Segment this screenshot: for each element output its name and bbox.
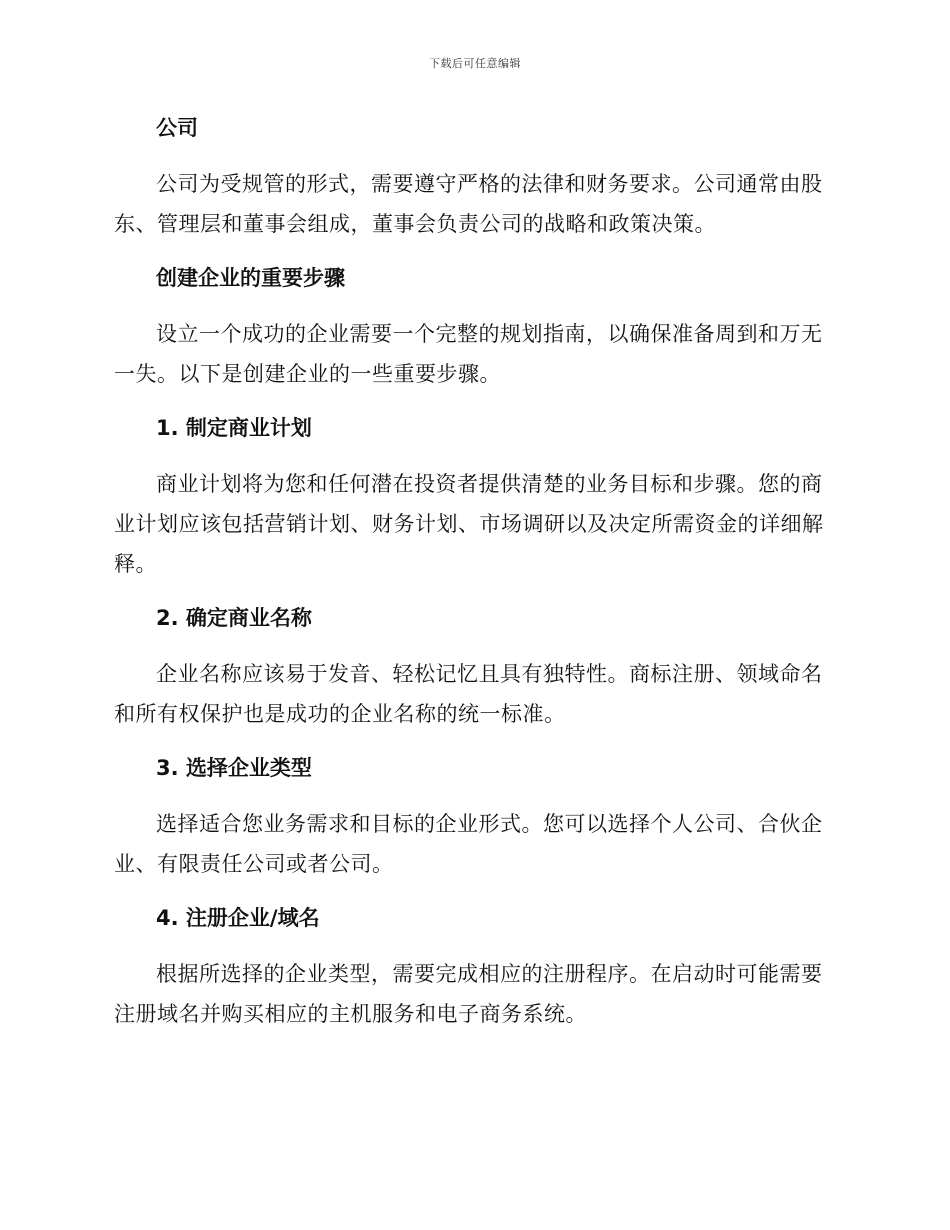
section-heading-business-type: 3. 选择企业类型 — [156, 756, 312, 780]
header-note: 下载后可任意编辑 — [429, 57, 521, 70]
document-body — [114, 108, 834, 1048]
section-paragraph-business-plan: 商业计划将为您和任何潜在投资者提供清楚的业务目标和步骤。您的商业计划应该包括营销计划、财务计划、市场调研以及决定所需资金的详细解释。 — [114, 472, 824, 576]
section-heading-business-plan: 1. 制定商业计划 — [156, 416, 312, 440]
section-paragraph-business-type: 选择适合您业务需求和目标的企业形式。您可以选择个人公司、合伙企业、有限责任公司或者公司。 — [114, 812, 823, 876]
section-heading-business-name: 2. 确定商业名称 — [156, 606, 312, 630]
section-paragraph-important-steps: 设立一个成功的企业需要一个完整的规划指南，以确保准备周到和万无一失。以下是创建企业的一些重要步骤。 — [114, 322, 823, 386]
section-paragraph-register-domain: 根据所选择的企业类型，需要完成相应的注册程序。在启动时可能需要注册域名并购买相应的主机服务和电子商务系统。 — [114, 962, 823, 1026]
section-heading-register-domain: 4. 注册企业/域名 — [156, 906, 320, 930]
section-heading-company: 公司 — [156, 116, 198, 140]
section-paragraph-company: 公司为受规管的形式，需要遵守严格的法律和财务要求。公司通常由股东、管理层和董事会组成，董事会负责公司的战略和政策决策。 — [114, 172, 823, 236]
section-heading-important-steps: 创建企业的重要步骤 — [156, 266, 345, 290]
section-paragraph-business-name: 企业名称应该易于发音、轻松记忆且具有独特性。商标注册、领域命名和所有权保护也是成功的企业名称的统一标准。 — [114, 662, 823, 726]
